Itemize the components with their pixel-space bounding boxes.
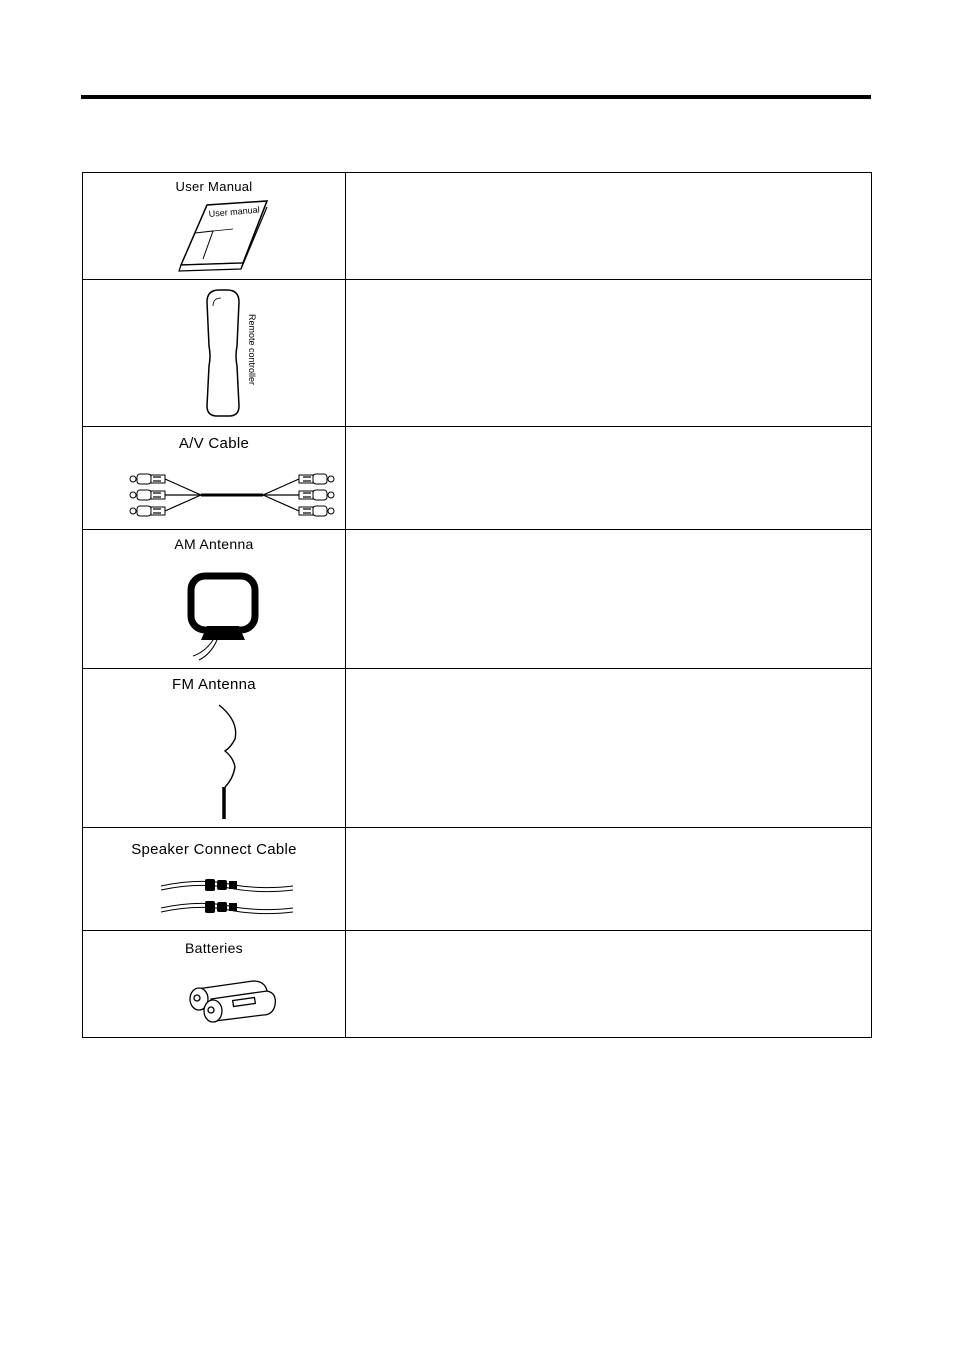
description-cell xyxy=(346,280,872,427)
table-row xyxy=(83,828,872,931)
description-cell xyxy=(346,173,872,280)
item-cell xyxy=(83,669,346,828)
table-row xyxy=(83,530,872,669)
item-cell xyxy=(83,828,346,931)
table-row xyxy=(83,173,872,280)
user-manual-icon xyxy=(175,199,271,273)
table-row xyxy=(83,669,872,828)
description-cell xyxy=(346,427,872,530)
speaker-cable-icon xyxy=(159,872,299,922)
remote-controller-icon xyxy=(199,286,269,420)
item-cell xyxy=(83,280,346,427)
booklet-text: User manual xyxy=(208,204,261,219)
description-cell xyxy=(346,828,872,931)
table-row xyxy=(83,931,872,1038)
item-label: Batteries xyxy=(185,940,243,956)
item-label: AM Antenna xyxy=(174,536,254,552)
item-cell xyxy=(83,173,346,280)
item-label: User Manual xyxy=(175,179,253,194)
accessories-table xyxy=(82,172,872,1038)
item-label: FM Antenna xyxy=(172,676,256,693)
item-cell xyxy=(83,427,346,530)
description-cell xyxy=(346,931,872,1038)
am-antenna-icon xyxy=(183,570,273,664)
fm-antenna-icon xyxy=(209,703,249,821)
item-label: A/V Cable xyxy=(178,435,250,452)
description-cell xyxy=(346,530,872,669)
top-rule xyxy=(81,95,871,99)
item-label: Speaker Connect Cable xyxy=(131,841,297,858)
table-row xyxy=(83,280,872,427)
table-row xyxy=(83,427,872,530)
description-cell xyxy=(346,669,872,828)
remote-text: Remote controller xyxy=(247,314,257,386)
item-cell xyxy=(83,931,346,1038)
batteries-icon xyxy=(187,975,277,1027)
av-cable-icon xyxy=(127,467,337,523)
item-cell xyxy=(83,530,346,669)
